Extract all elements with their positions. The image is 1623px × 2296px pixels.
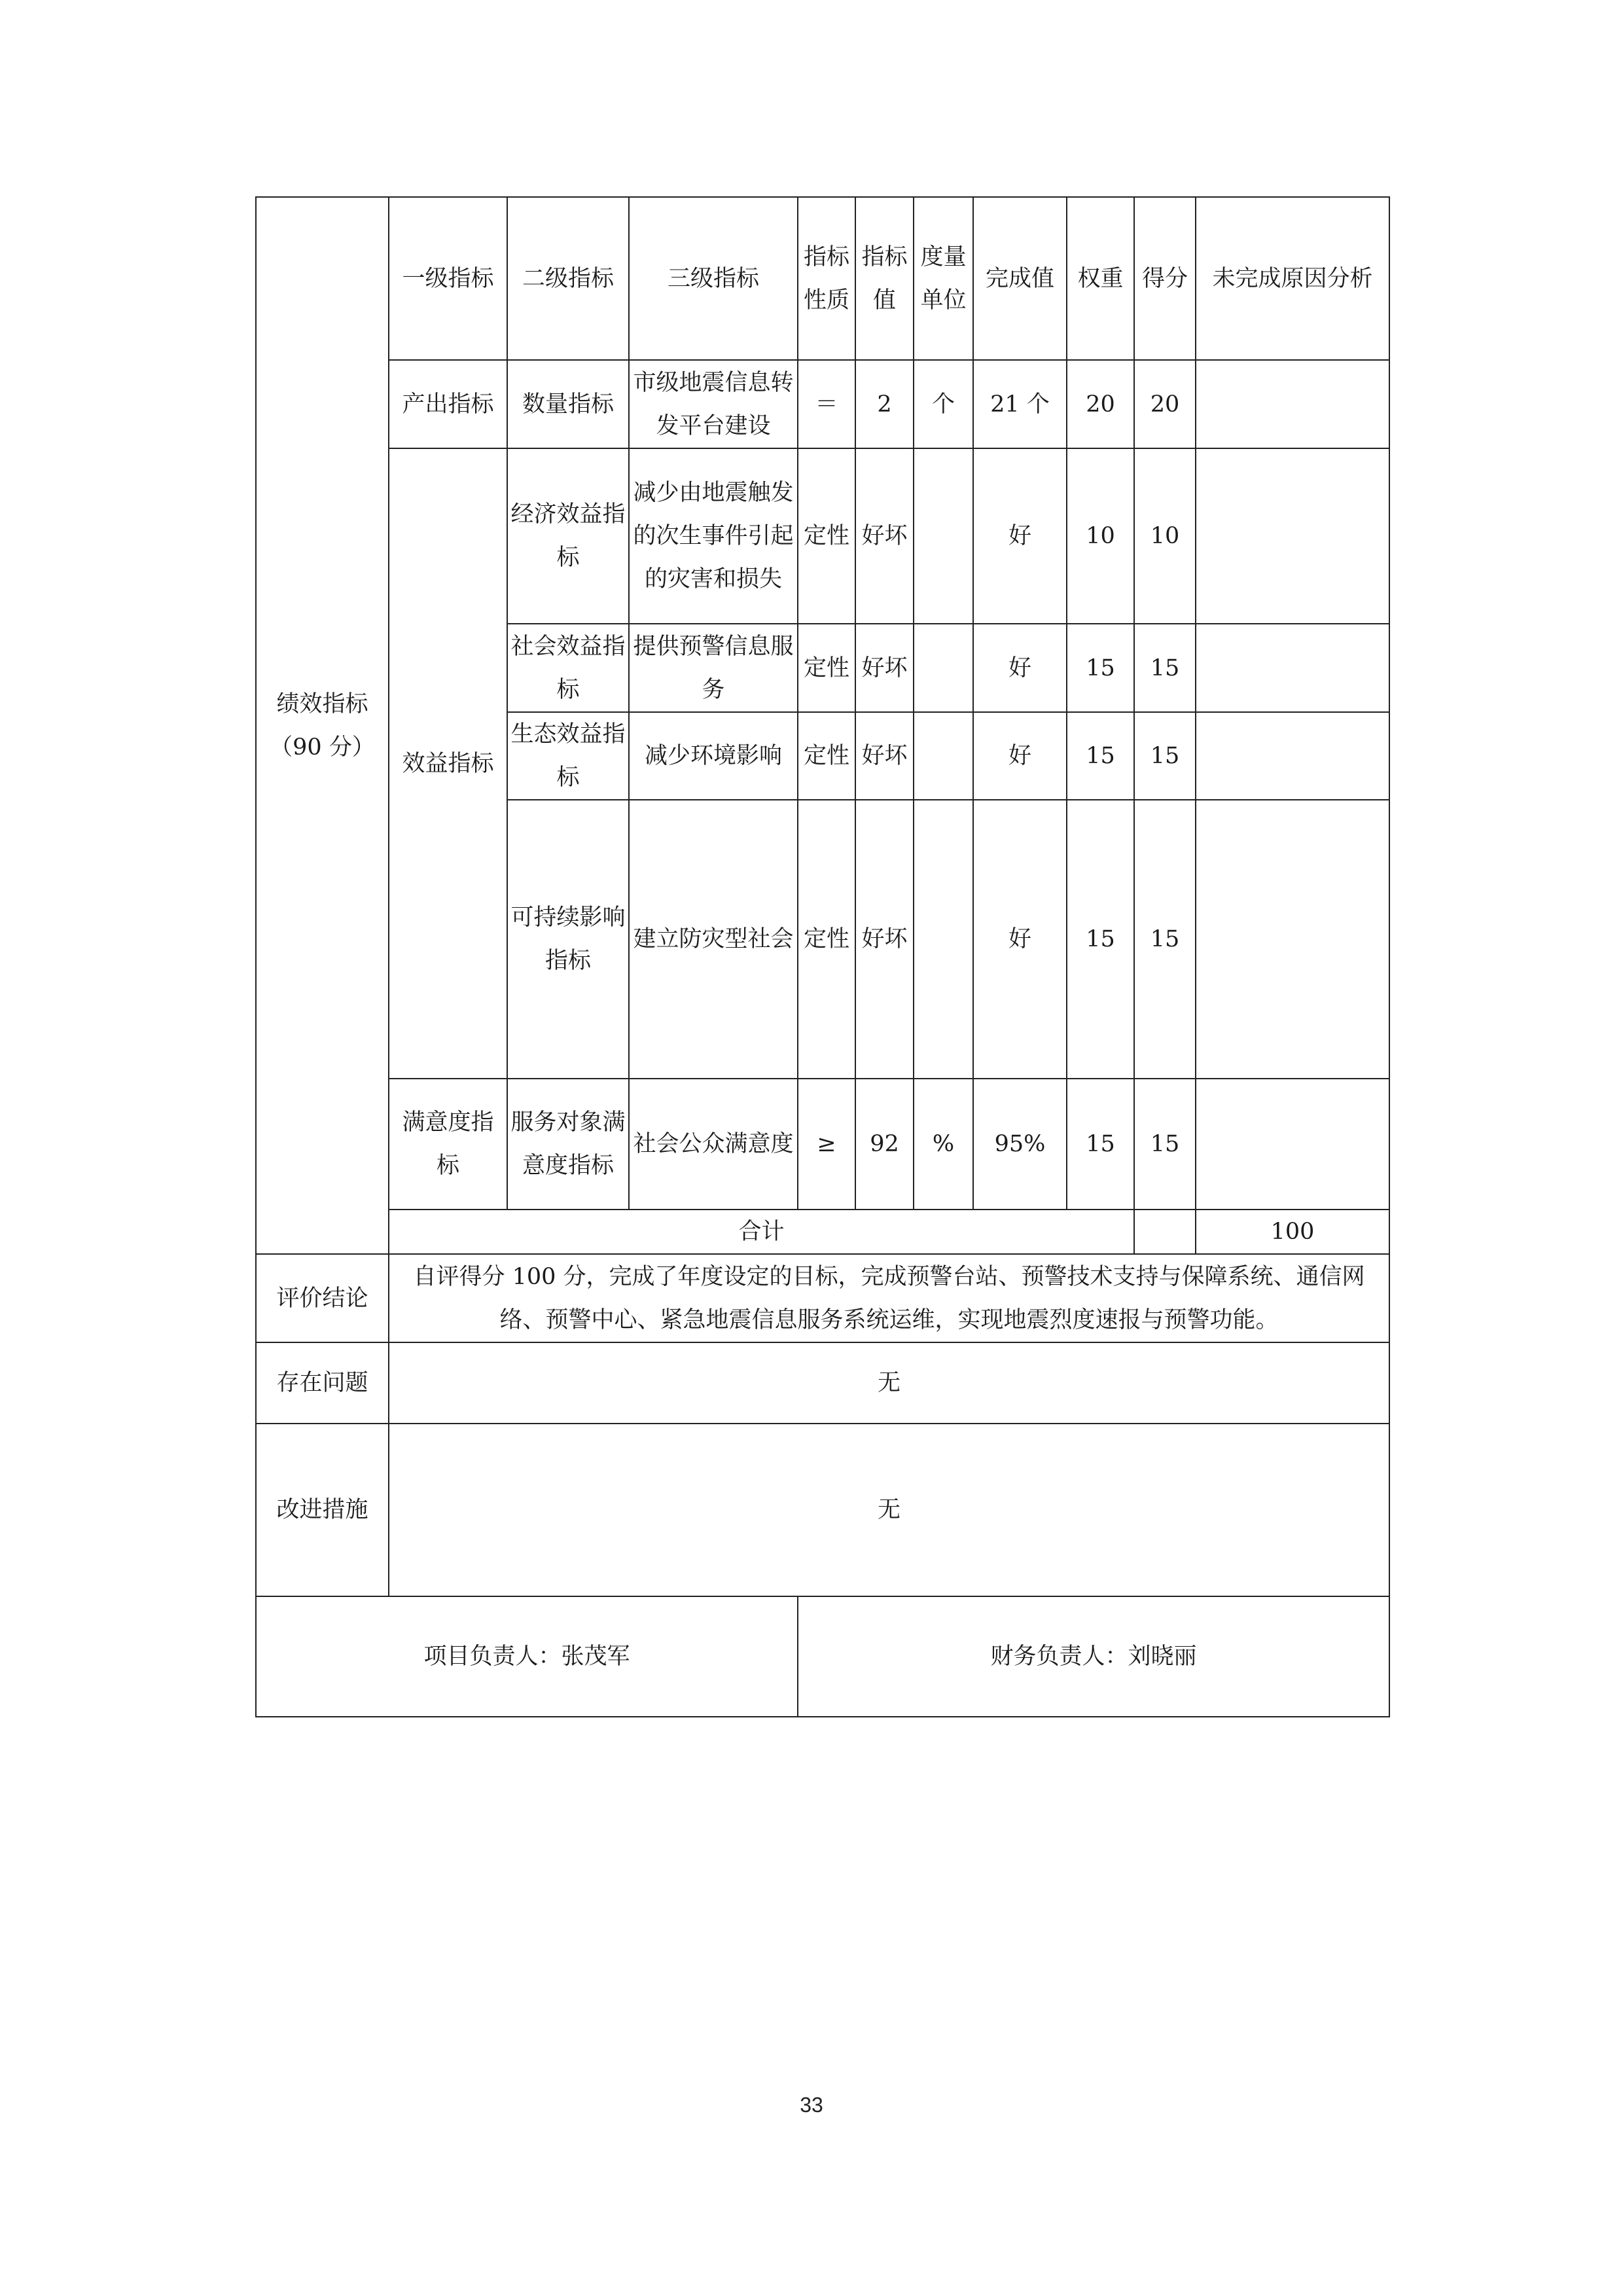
- completed-cell: 21 个: [973, 360, 1067, 448]
- score-cell: 15: [1134, 800, 1196, 1079]
- total-weight: [1134, 1210, 1196, 1254]
- completed-cell: 好: [973, 800, 1067, 1079]
- level3-cell: 减少环境影响: [629, 712, 798, 800]
- weight-cell: 10: [1067, 448, 1134, 624]
- table-row: [256, 360, 1389, 448]
- conclusion-label: 评价结论: [256, 1254, 389, 1342]
- conclusion-row: [256, 1254, 1389, 1342]
- signature-row: [256, 1596, 1389, 1717]
- total-row: [256, 1210, 1389, 1254]
- nature-cell: ≥: [798, 1079, 855, 1210]
- completed-cell: 好: [973, 712, 1067, 800]
- level1-cell: 效益指标: [389, 448, 507, 1079]
- level1-cell: 满意度指标: [389, 1079, 507, 1210]
- category-cell: 绩效指标（90 分）: [256, 197, 389, 1254]
- unit-cell: [914, 712, 973, 800]
- unit-cell: 个: [914, 360, 973, 448]
- header-level3: 三级指标: [629, 197, 798, 360]
- nature-cell: 定性: [798, 624, 855, 712]
- reason-cell: [1196, 800, 1389, 1079]
- weight-cell: 15: [1067, 712, 1134, 800]
- reason-cell: [1196, 1079, 1389, 1210]
- level3-cell: 减少由地震触发的次生事件引起的灾害和损失: [629, 448, 798, 624]
- weight-cell: 15: [1067, 624, 1134, 712]
- completed-cell: 好: [973, 624, 1067, 712]
- score-cell: 15: [1134, 624, 1196, 712]
- improvements-row: [256, 1424, 1389, 1596]
- score-cell: 20: [1134, 360, 1196, 448]
- header-reason: 未完成原因分析: [1196, 197, 1389, 360]
- header-level2: 二级指标: [507, 197, 629, 360]
- problems-text: 无: [389, 1342, 1389, 1424]
- nature-cell: 定性: [798, 448, 855, 624]
- score-cell: 10: [1134, 448, 1196, 624]
- header-weight: 权重: [1067, 197, 1134, 360]
- nature-cell: ＝: [798, 360, 855, 448]
- reason-cell: [1196, 624, 1389, 712]
- performance-evaluation-table: [255, 196, 1390, 1717]
- unit-cell: [914, 800, 973, 1079]
- score-cell: 15: [1134, 712, 1196, 800]
- reason-cell: [1196, 360, 1389, 448]
- table-row: [256, 1079, 1389, 1210]
- nature-cell: 定性: [798, 800, 855, 1079]
- table-row: [256, 448, 1389, 624]
- level1-cell: 产出指标: [389, 360, 507, 448]
- weight-cell: 15: [1067, 800, 1134, 1079]
- improvements-label: 改进措施: [256, 1424, 389, 1596]
- weight-cell: 20: [1067, 360, 1134, 448]
- total-label: 合计: [389, 1210, 1134, 1254]
- level2-cell: 社会效益指标: [507, 624, 629, 712]
- finance-lead-signature: 财务负责人：刘晓丽: [798, 1596, 1389, 1717]
- value-cell: 好坏: [855, 624, 914, 712]
- value-cell: 好坏: [855, 448, 914, 624]
- reason-cell: [1196, 448, 1389, 624]
- unit-cell: %: [914, 1079, 973, 1210]
- conclusion-text: 自评得分 100 分，完成了年度设定的目标，完成预警台站、预警技术支持与保障系统、通信网络、预警中心、紧急地震信息服务系统运维，实现地震烈度速报与预警功能。: [389, 1254, 1389, 1342]
- completed-cell: 95%: [973, 1079, 1067, 1210]
- header-score: 得分: [1134, 197, 1196, 360]
- level3-cell: 社会公众满意度: [629, 1079, 798, 1210]
- unit-cell: [914, 624, 973, 712]
- page-number: 33: [800, 2093, 823, 2117]
- value-cell: 2: [855, 360, 914, 448]
- problems-label: 存在问题: [256, 1342, 389, 1424]
- total-score: 100: [1196, 1210, 1389, 1254]
- header-completed: 完成值: [973, 197, 1067, 360]
- header-value: 指标值: [855, 197, 914, 360]
- header-nature: 指标性质: [798, 197, 855, 360]
- level2-cell: 经济效益指标: [507, 448, 629, 624]
- level2-cell: 生态效益指标: [507, 712, 629, 800]
- header-level1: 一级指标: [389, 197, 507, 360]
- score-cell: 15: [1134, 1079, 1196, 1210]
- weight-cell: 15: [1067, 1079, 1134, 1210]
- level2-cell: 可持续影响指标: [507, 800, 629, 1079]
- level3-cell: 建立防灾型社会: [629, 800, 798, 1079]
- completed-cell: 好: [973, 448, 1067, 624]
- table-header-row: [256, 197, 1389, 360]
- level3-cell: 提供预警信息服务: [629, 624, 798, 712]
- header-unit: 度量单位: [914, 197, 973, 360]
- value-cell: 好坏: [855, 800, 914, 1079]
- value-cell: 好坏: [855, 712, 914, 800]
- improvements-text: 无: [389, 1424, 1389, 1596]
- project-lead-signature: 项目负责人：张茂军: [256, 1596, 798, 1717]
- problems-row: [256, 1342, 1389, 1424]
- level2-cell: 数量指标: [507, 360, 629, 448]
- level3-cell: 市级地震信息转发平台建设: [629, 360, 798, 448]
- reason-cell: [1196, 712, 1389, 800]
- value-cell: 92: [855, 1079, 914, 1210]
- unit-cell: [914, 448, 973, 624]
- level2-cell: 服务对象满意度指标: [507, 1079, 629, 1210]
- nature-cell: 定性: [798, 712, 855, 800]
